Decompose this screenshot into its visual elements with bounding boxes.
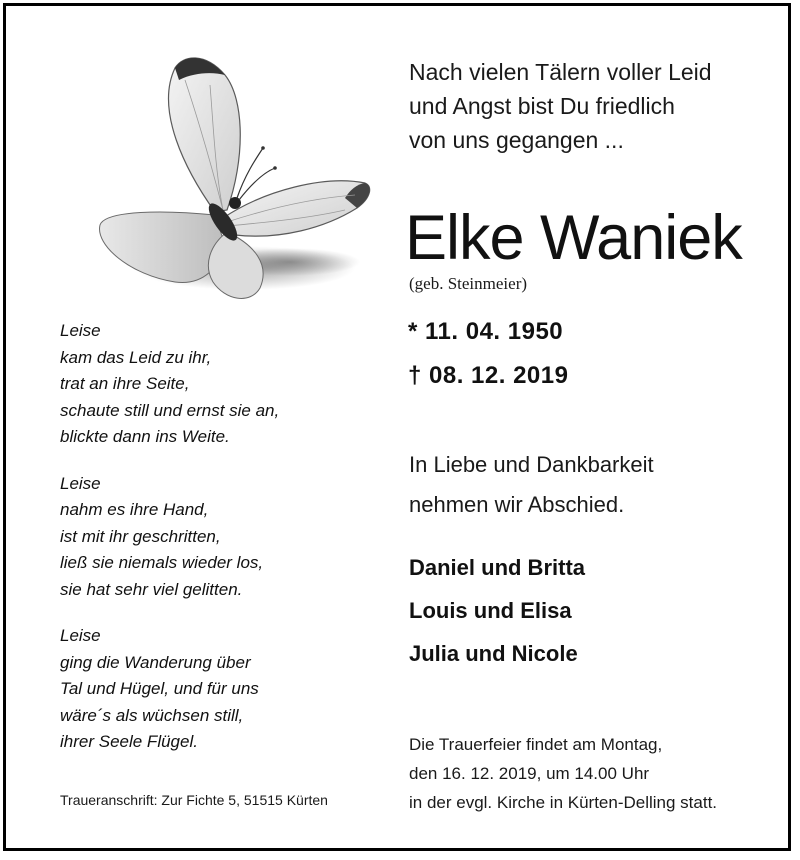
poem-line: Leise [60, 321, 101, 340]
service-line: in der evgl. Kirche in Kürten-Delling statt. [409, 793, 718, 812]
service-line: Die Trauerfeier findet am Montag, [409, 735, 663, 754]
poem [60, 318, 279, 776]
farewell-line: nehmen wir Abschied. [409, 492, 625, 517]
mourning-address: Traueranschrift: Zur Fichte 5, 51515 Kürten [60, 792, 328, 808]
family-member: Louis und Elisa [409, 598, 572, 623]
poem-line: sie hat sehr viel gelitten. [60, 579, 243, 599]
birth-date: * 11. 04. 1950 [408, 318, 564, 345]
poem-line: wäre´s als wüchsen still, [60, 705, 244, 725]
butterfly-icon [95, 50, 375, 310]
poem-stanza [60, 623, 279, 756]
poem-line: nahm es ihre Hand, [60, 500, 209, 519]
quote-line: Nach vielen Tälern voller Leid [409, 59, 712, 85]
family-member: Julia und Nicole [409, 641, 578, 666]
farewell-text [409, 445, 654, 525]
poem-line: ließ sie niemals wieder los, [60, 553, 264, 572]
service-line: den 16. 12. 2019, um 14.00 Uhr [409, 764, 650, 783]
poem-stanza [60, 318, 279, 451]
poem-line: ihrer Seele Flügel. [60, 732, 198, 751]
poem-line: schaute still und ernst sie an, [60, 400, 280, 420]
death-date: † 08. 12. 2019 [408, 362, 569, 389]
deceased-name: Elke Waniek [405, 203, 742, 273]
poem-line: blickte dann ins Weite. [60, 427, 230, 446]
poem-line: trat an ihre Seite, [60, 374, 190, 393]
farewell-line: In Liebe und Dankbarkeit [409, 452, 654, 477]
quote-line: von uns gegangen ... [409, 127, 624, 153]
poem-line: Tal und Hügel, und für uns [60, 679, 259, 698]
family-member: Daniel und Britta [409, 555, 586, 580]
poem-line: kam das Leid zu ihr, [60, 347, 212, 367]
family-list [409, 546, 585, 675]
birth-name: (geb. Steinmeier) [409, 274, 528, 293]
funeral-service-info [409, 730, 717, 817]
poem-line: Leise [60, 626, 101, 645]
opening-quote [409, 55, 779, 157]
poem-line: Leise [60, 473, 101, 493]
poem-line: ging die Wanderung über [60, 652, 251, 672]
quote-line: und Angst bist Du friedlich [409, 93, 675, 119]
poem-stanza [60, 471, 279, 604]
poem-line: ist mit ihr geschritten, [60, 526, 221, 546]
